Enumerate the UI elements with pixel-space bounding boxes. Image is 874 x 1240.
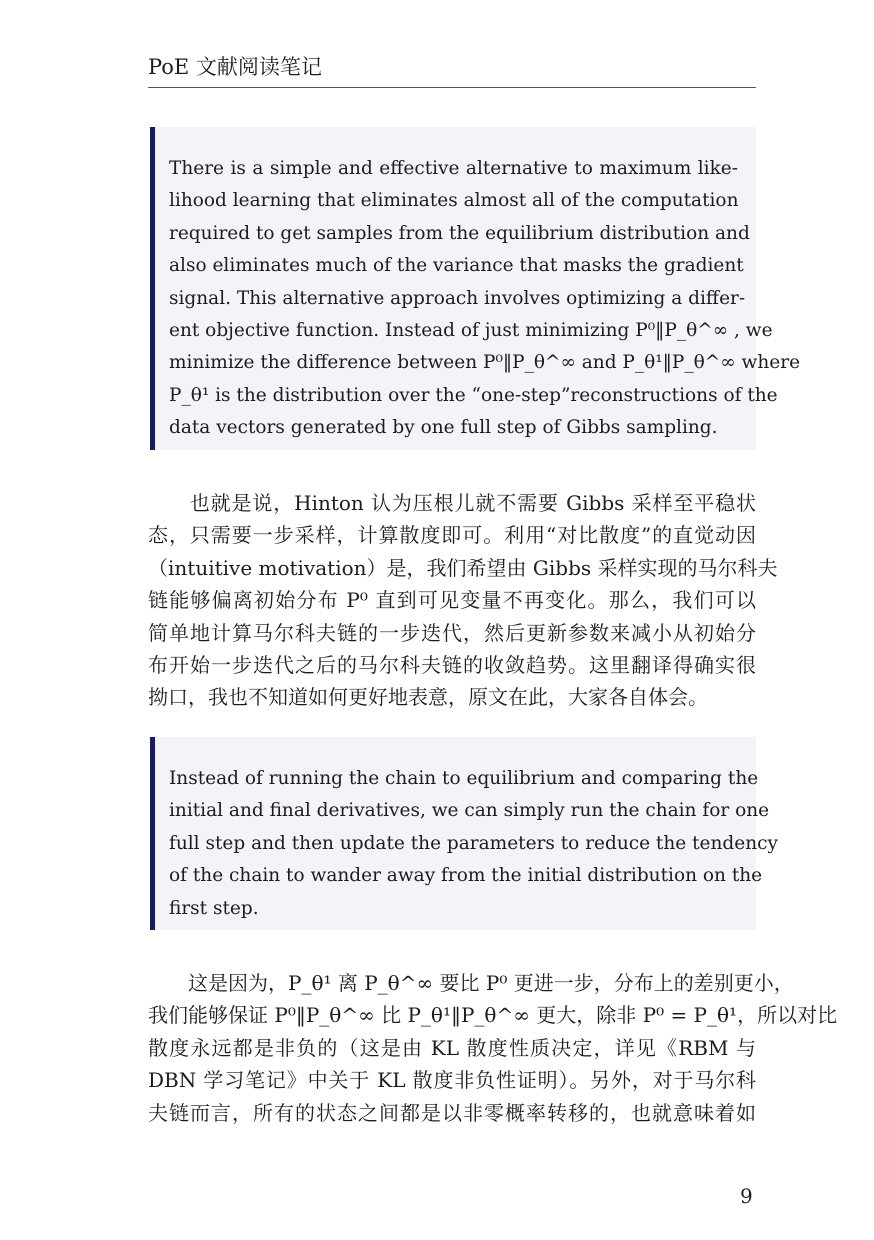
quote-line: signal. This alternative approach involves optimizing a differ- (169, 287, 746, 309)
body-paragraph-2 (148, 967, 838, 1129)
quote-line: full step and then update the parameters to reduce the tendency (169, 832, 778, 854)
quote-line: data vectors generated by one full step of Gibbs sampling. (169, 417, 718, 439)
quote-line: required to get samples from the equilibrium distribution and (169, 222, 750, 244)
paragraph-line: 链能够偏离初始分布 P⁰ 直到可见变量不再变化。那么，我们可以 (148, 588, 756, 613)
paragraph-line: 也就是说，Hinton 认为压根儿就不需要 Gibbs 采样至平稳状 (148, 491, 756, 515)
paragraph-line: 夫链而言，所有的状态之间都是以非零概率转移的，也就意味着如 (148, 1100, 756, 1125)
quote-line: ent objective function. Instead of just minimizing P⁰‖P_θ^∞ , we (169, 320, 773, 342)
running-header (148, 52, 756, 88)
quote-line: first step. (169, 897, 259, 919)
paragraph-line: 态，只需要一步采样，计算散度即可。利用“对比散度”的直觉动因 (148, 523, 756, 548)
paragraph-line: 这是因为，P_θ¹ 离 P_θ^∞ 要比 P⁰ 更进一步，分布上的差别更小， (148, 971, 794, 995)
quote-line: of the chain to wander away from the initial distribution on the (169, 865, 763, 887)
quote-line: Instead of running the chain to equilibrium and comparing the (169, 768, 759, 789)
paragraph-line: 简单地计算马尔科夫链的一步迭代，然后更新参数来减小从初始分 (148, 620, 756, 645)
page-number: 9 (740, 1184, 753, 1208)
quote-line: initial and final derivatives, we can simply run the chain for one (169, 800, 770, 822)
quote-block-hinton-2 (150, 737, 778, 930)
paragraph-line: 我们能够保证 P⁰‖P_θ^∞ 比 P_θ¹‖P_θ^∞ 更大，除非 P⁰ = P_θ¹，所以对比 (148, 1003, 838, 1028)
paragraph-line: 散度永远都是非负的（这是由 KL 散度性质决定，详见《RBM 与 (148, 1035, 756, 1060)
paragraph-line: DBN 学习笔记》中关于 KL 散度非负性证明）。另外，对于马尔科 (148, 1068, 756, 1093)
header-title: PoE 文献阅读笔记 (148, 55, 322, 79)
quote-line: minimize the difference between P⁰‖P_θ^∞ and P_θ¹‖P_θ^∞ where (169, 352, 801, 374)
paragraph-line: 拗口，我也不知道如何更好地表意，原文在此，大家各自体会。 (148, 685, 708, 710)
quote-line: There is a simple and effective alternative to maximum like- (169, 158, 738, 179)
body-paragraph-1 (148, 487, 778, 714)
quote-block-hinton-1 (150, 127, 801, 450)
quote-line: lihood learning that eliminates almost all of the computation (169, 190, 739, 212)
paragraph-line: 布开始一步迭代之后的马尔科夫链的收敛趋势。这里翻译得确实很 (148, 653, 756, 678)
quote-line: P_θ¹ is the distribution over the “one-step”reconstructions of the (169, 384, 778, 406)
quote-line: also eliminates much of the variance that masks the gradient (169, 255, 744, 277)
paragraph-line: （intuitive motivation）是，我们希望由 Gibbs 采样实现的马尔科夫 (148, 555, 778, 580)
